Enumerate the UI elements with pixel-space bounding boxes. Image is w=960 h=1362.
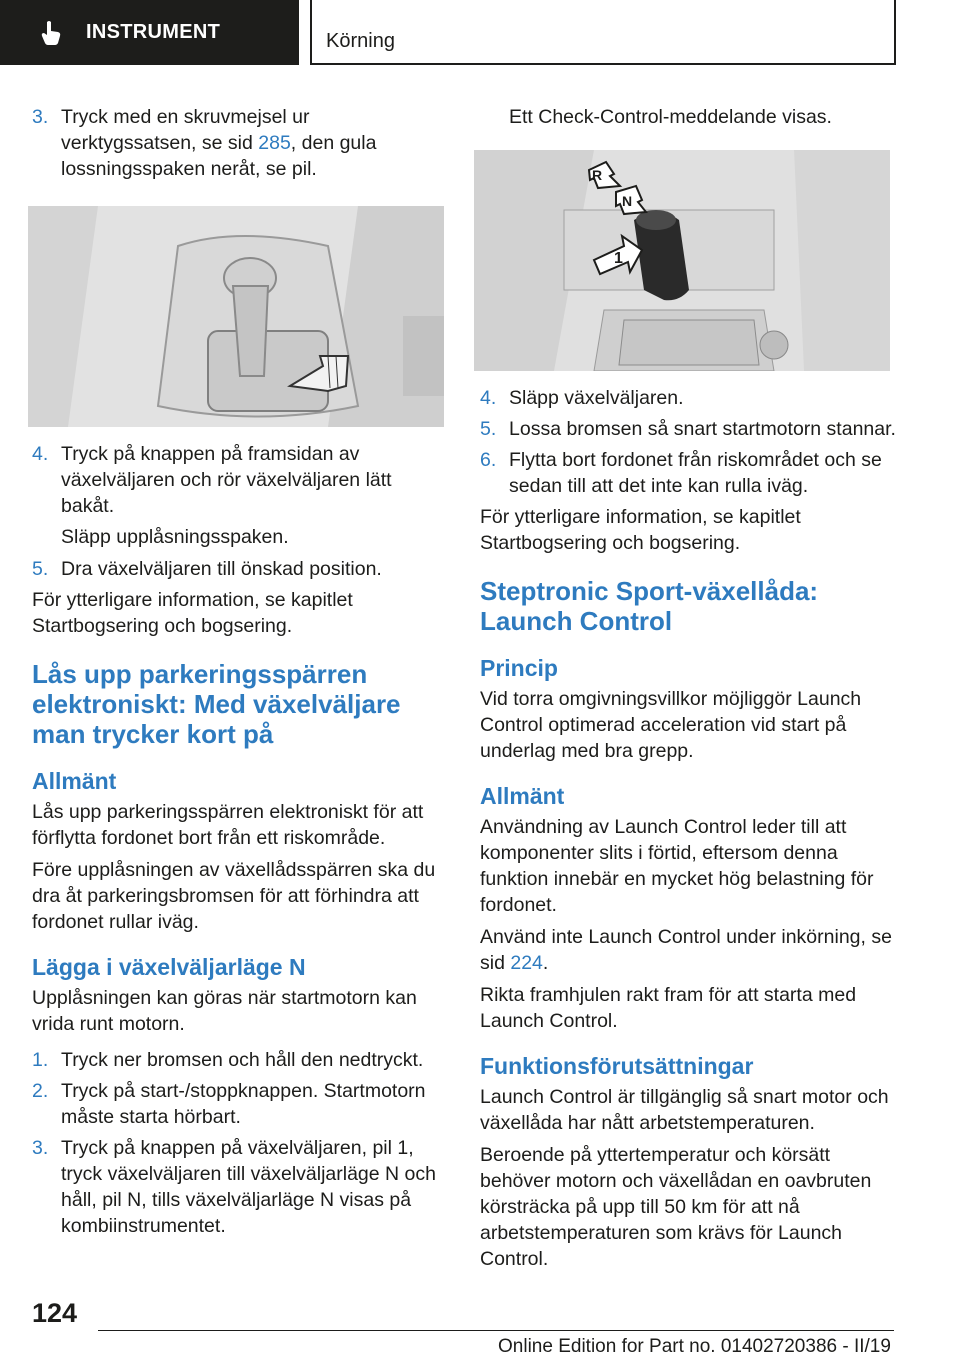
prereq-paragraph-1: Launch Control är tillgänglig så snart motor och växellåda har nått arbetstemperaturen. — [480, 1086, 889, 1134]
step-4-press-button: 4. Tryck på knappen på framsidan av växelväljaren och rör växelväljaren lätt bakåt. — [32, 443, 392, 517]
step-number: 4. — [480, 387, 497, 409]
heading-unlock-parking-lock: Lås upp parkeringsspärren elektroniskt: Med växelväljare man trycker kort på — [32, 659, 401, 749]
heading-general: Allmänt — [480, 783, 565, 809]
step-number: 3. — [32, 1137, 49, 1159]
more-info-paragraph: För ytterligare information, se kapitlet Startbogsering och bogsering. — [480, 506, 801, 554]
chapter-title: Körning — [310, 0, 896, 65]
neutral-paragraph: Upplåsningen kan göras när startmotorn kan vrida runt motorn. — [32, 987, 417, 1035]
step-5-release-brake: 5. Lossa bromsen så snart startmotorn stannar. — [480, 418, 896, 440]
figure-label-r: R — [592, 167, 603, 183]
selector-neutral-illustration — [474, 150, 890, 371]
page-number: 124 — [32, 1298, 78, 1328]
general-paragraph-2: Använd inte Launch Control under inkörning, se sid 224. — [480, 926, 892, 974]
step-number: 6. — [480, 449, 497, 471]
right-column — [480, 104, 898, 1278]
step-number: 5. — [32, 558, 49, 580]
step-3-release: 3. Tryck med en skruvmejsel ur verktygssatsen, se sid 285, den gula lossningsspaken neråt, se pil. — [32, 106, 377, 180]
page-link-224[interactable]: 224 — [510, 952, 543, 974]
figure-label-1: 1 — [614, 250, 623, 267]
section-tab-label: INSTRUMENT — [86, 21, 221, 43]
general-paragraph-2: Före upplåsningen av växellådsspärren ska du dra åt parkeringsbromsen för att förhindra att fordonet rullar iväg. — [32, 859, 436, 933]
step-number: 5. — [480, 418, 497, 440]
step-5-move-selector: 5. Dra växelväljaren till önskad position. — [32, 558, 382, 580]
heading-prerequisites: Funktionsförutsättningar — [480, 1053, 754, 1079]
general-paragraph-1: Lås upp parkeringsspärren elektroniskt för att förflytta fordonet bort från ett riskområde. — [32, 801, 424, 849]
neutral-step-1: 1. Tryck ner bromsen och håll den nedtryckt. — [32, 1049, 424, 1071]
neutral-step-3: 3. Tryck på knappen på växelväljaren, pil 1, tryck växelväljaren till växelväljarläge N och håll, pil N, tills växelväljarläge N visas på kombiinstrumentet. — [32, 1137, 436, 1237]
step-4-release-selector: 4. Släpp växelväljaren. — [480, 387, 684, 409]
heading-select-neutral: Lägga i växelväljarläge N — [32, 954, 306, 980]
step-number: 4. — [32, 443, 49, 465]
left-column — [32, 104, 444, 1244]
step-number: 3. — [32, 106, 49, 128]
prereq-paragraph-2: Beroende på yttertemperatur och körsätt behöver motorn och växellådan en oavbruten körsträcka på upp till 50 km för att nå arbetstemperaturen som krävs för Launch Control. — [480, 1144, 872, 1270]
general-paragraph-1: Användning av Launch Control leder till att komponenter slits i förtid, eftersom denna funktion innebär en mycket hög belastning för fordonet. — [480, 816, 874, 916]
step-6-move-vehicle: 6. Flytta bort fordonet från riskområdet och se sedan till att det inte kan rulla iväg. — [480, 449, 882, 497]
gear-selector-illustration — [28, 206, 444, 427]
figure-gear-selector-neutral — [474, 150, 890, 371]
heading-launch-control: Steptronic Sport-växellåda: Launch Control — [480, 576, 819, 636]
step-number: 2. — [32, 1080, 49, 1102]
check-control-message: Ett Check-Control-meddelande visas. — [509, 106, 832, 128]
page-link-285[interactable]: 285 — [258, 132, 291, 154]
section-tab[interactable] — [0, 0, 299, 65]
heading-principle: Princip — [480, 655, 558, 681]
figure-gear-selector-release — [28, 206, 444, 427]
step-4-note: Släpp upplåsningsspaken. — [61, 526, 289, 548]
hand-pointer-icon — [40, 20, 62, 46]
figure-label-n: N — [622, 193, 633, 209]
general-paragraph-3: Rikta framhjulen rakt fram för att starta med Launch Control. — [480, 984, 857, 1032]
neutral-step-2: 2. Tryck på start-/stoppknappen. Startmotorn måste starta hörbart. — [32, 1080, 426, 1128]
footer-divider — [98, 1330, 894, 1331]
principle-paragraph: Vid torra omgivningsvillkor möjliggör Launch Control optimerad acceleration vid start på underlag med bra grepp. — [480, 688, 862, 762]
footer-edition: Online Edition for Part no. 01402720386 - II/19 — [498, 1336, 891, 1357]
heading-general: Allmänt — [32, 768, 117, 794]
step-number: 1. — [32, 1049, 49, 1071]
more-info-paragraph: För ytterligare information, se kapitlet Startbogsering och bogsering. — [32, 589, 353, 637]
